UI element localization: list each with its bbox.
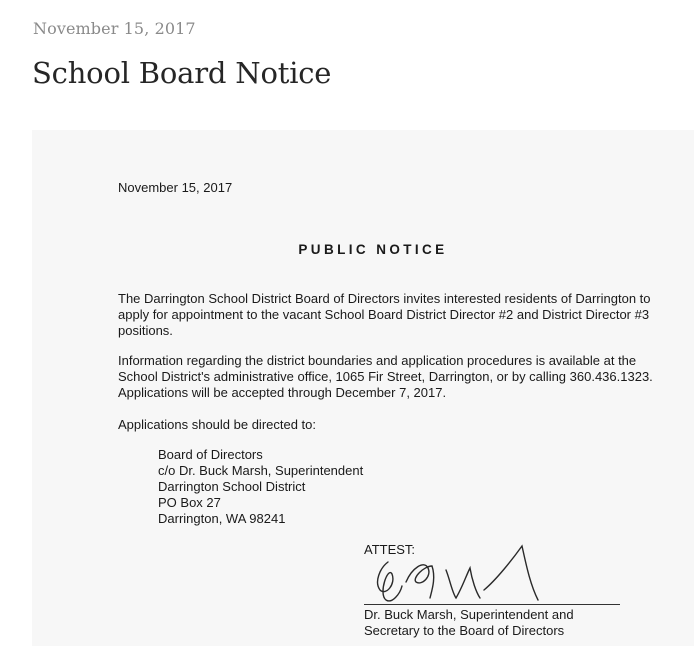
post-date: November 15, 2017 bbox=[33, 19, 196, 38]
notice-paragraph: Applications should be directed to: bbox=[118, 417, 317, 432]
notice-heading: PUBLIC NOTICE bbox=[298, 242, 448, 257]
handwritten-signature bbox=[366, 538, 556, 608]
address-line: PO Box 27 bbox=[158, 495, 221, 510]
page-title: School Board Notice bbox=[32, 56, 332, 90]
address-line: Darrington, WA 98241 bbox=[158, 511, 286, 526]
address-line: c/o Dr. Buck Marsh, Superintendent bbox=[158, 463, 364, 478]
address-line: Darrington School District bbox=[158, 479, 306, 494]
signer-name: Dr. Buck Marsh, Superintendent and bbox=[364, 607, 574, 622]
signer-role: Secretary to the Board of Directors bbox=[364, 623, 565, 638]
notice-scan bbox=[32, 130, 694, 646]
address-line: Board of Directors bbox=[158, 447, 263, 462]
mailing-address bbox=[158, 447, 363, 527]
notice-date: November 15, 2017 bbox=[118, 180, 233, 195]
notice-paragraph: Information regarding the district boundaries and application procedures is available at the School District's administrative office, 1065 Fir Street, Darrington, or by calling 360.436.1323. Applications will be accepted through December 7, 2017. bbox=[118, 353, 653, 400]
signature-line bbox=[364, 604, 620, 605]
notice-paragraph: The Darrington School District Board of Directors invites interested residents of Darrington to apply for appointment to the vacant School Board District Director #2 and District Director #3 positions. bbox=[118, 291, 651, 338]
attest-label: ATTEST: bbox=[364, 542, 416, 557]
